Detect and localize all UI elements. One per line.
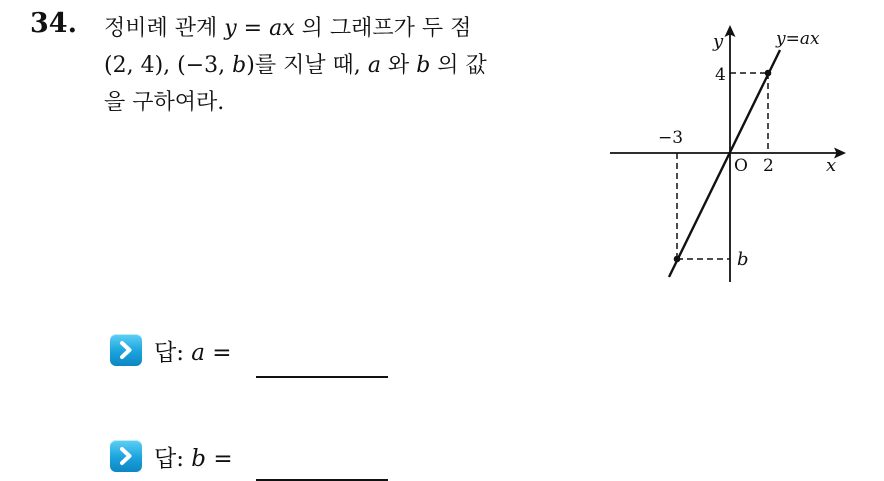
math-variable: y	[224, 16, 237, 41]
math-variable: b	[416, 53, 431, 78]
problem-line-3	[104, 84, 584, 121]
answer-row-b	[110, 438, 233, 474]
answer-row-a	[110, 332, 232, 368]
x-axis-label: x	[826, 155, 837, 176]
point-2-4	[765, 70, 772, 77]
problem-line-1	[104, 10, 584, 47]
text-segment: 정비례 관계	[104, 16, 225, 41]
tick-label-yb: b	[737, 249, 749, 270]
text-segment: 의 값	[430, 53, 487, 78]
text-segment: =	[236, 16, 270, 41]
math-variable: b	[232, 53, 247, 78]
origin-label: O	[734, 156, 748, 176]
text-segment: )를 지날 때,	[246, 53, 368, 78]
answer-label-a: 답: a =	[154, 339, 232, 366]
line-label: y=ax	[776, 29, 820, 49]
answer-label-b: 답: b =	[154, 445, 233, 472]
problem-text	[104, 10, 584, 121]
tick-label-xneg3: −3	[658, 128, 684, 148]
math-variable: a	[367, 53, 381, 78]
text-segment: (2, 4), (−3,	[104, 53, 233, 78]
tick-label-x2: 2	[763, 156, 774, 176]
y-axis-label: y	[713, 31, 724, 52]
tick-label-y4: 4	[715, 65, 726, 85]
problem-line-2	[104, 47, 584, 84]
answer-blank-a[interactable]	[256, 376, 388, 378]
coordinate-graph	[600, 20, 860, 288]
text-segment: 와	[380, 53, 417, 78]
chevron-right-icon	[110, 440, 142, 472]
chevron-right-icon	[110, 334, 142, 366]
problem-number: 34.	[30, 8, 77, 39]
math-variable: ax	[269, 16, 295, 41]
text-segment: 의 그래프가 두 점	[294, 16, 472, 41]
point-neg3-b	[674, 256, 681, 263]
text-segment: 을 구하여라.	[104, 90, 225, 115]
